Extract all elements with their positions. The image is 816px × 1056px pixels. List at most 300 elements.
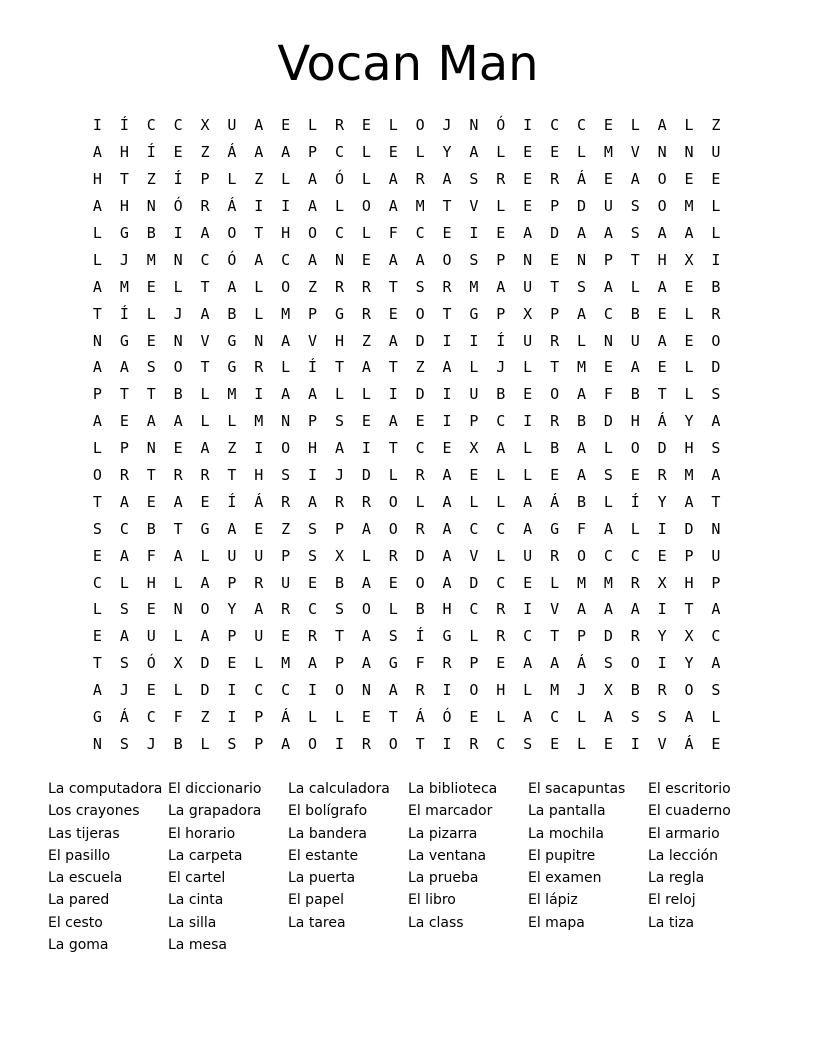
grid-letter[interactable]: O [442,250,452,269]
grid-letter[interactable]: Ó [334,170,344,189]
grid-letter[interactable]: R [550,331,560,350]
grid-letter[interactable]: X [523,304,533,323]
grid-letter[interactable]: L [711,224,721,242]
grid-letter[interactable]: Á [281,708,291,727]
grid-letter[interactable]: P [603,250,613,269]
grid-letter[interactable]: L [254,277,264,296]
grid-letter[interactable]: A [92,197,102,216]
grid-letter[interactable]: O [92,466,102,485]
grid-letter[interactable]: L [361,546,371,565]
grid-letter[interactable]: A [361,519,371,538]
grid-letter[interactable]: A [119,546,129,565]
grid-letter[interactable]: C [254,681,264,700]
grid-letter[interactable]: B [415,600,425,619]
grid-letter[interactable]: D [550,224,560,242]
grid-letter[interactable]: S [576,277,586,296]
grid-letter[interactable]: S [334,412,344,431]
grid-letter[interactable]: S [657,708,667,727]
grid-letter[interactable]: E [361,708,371,727]
grid-letter[interactable]: U [523,277,533,296]
grid-letter[interactable]: C [281,250,291,269]
grid-letter[interactable]: M [576,358,586,377]
grid-letter[interactable]: X [684,627,694,646]
grid-letter[interactable]: T [415,734,425,753]
grid-letter[interactable]: E [388,573,398,592]
grid-letter[interactable]: A [227,277,237,296]
grid-letter[interactable]: R [469,734,479,753]
grid-letter[interactable]: A [281,385,291,404]
grid-letter[interactable]: R [308,627,318,646]
grid-letter[interactable]: A [173,546,183,565]
grid-letter[interactable]: I [469,224,479,242]
grid-letter[interactable]: P [550,304,560,323]
grid-letter[interactable]: A [308,250,318,269]
grid-letter[interactable]: L [308,116,318,135]
grid-letter[interactable]: E [523,170,533,189]
grid-letter[interactable]: A [630,600,640,619]
grid-letter[interactable]: Z [146,170,156,189]
grid-letter[interactable]: H [281,224,291,242]
grid-letter[interactable]: S [146,358,156,377]
grid-letter[interactable]: L [684,358,694,377]
grid-letter[interactable]: G [550,519,560,538]
grid-letter[interactable]: O [657,170,667,189]
grid-letter[interactable]: V [657,734,667,753]
grid-letter[interactable]: P [254,734,264,753]
grid-letter[interactable]: T [173,519,183,538]
grid-letter[interactable]: E [281,116,291,135]
grid-letter[interactable]: Z [361,331,371,350]
grid-letter[interactable]: F [388,224,398,242]
grid-letter[interactable]: Í [227,492,237,511]
grid-letter[interactable]: E [657,546,667,565]
grid-letter[interactable]: O [388,492,398,511]
grid-letter[interactable]: Y [442,143,452,162]
grid-letter[interactable]: A [576,466,586,485]
grid-letter[interactable]: Ó [442,708,452,727]
grid-letter[interactable]: O [415,573,425,592]
grid-letter[interactable]: Z [227,439,237,458]
grid-letter[interactable]: I [657,519,667,538]
grid-letter[interactable]: N [92,734,102,753]
grid-letter[interactable]: S [523,734,533,753]
grid-letter[interactable]: B [711,277,721,296]
grid-letter[interactable]: L [550,573,560,592]
grid-letter[interactable]: M [415,197,425,216]
grid-letter[interactable]: I [308,466,318,485]
grid-letter[interactable]: E [469,466,479,485]
grid-letter[interactable]: E [415,412,425,431]
grid-letter[interactable]: S [92,519,102,538]
grid-letter[interactable]: A [200,627,210,646]
grid-letter[interactable]: L [281,358,291,377]
grid-letter[interactable]: I [388,385,398,404]
grid-letter[interactable]: M [603,143,613,162]
grid-letter[interactable]: A [523,492,533,511]
grid-letter[interactable]: P [576,627,586,646]
grid-letter[interactable]: D [576,197,586,216]
grid-letter[interactable]: D [415,385,425,404]
grid-letter[interactable]: A [254,143,264,162]
grid-letter[interactable]: E [603,358,613,377]
grid-letter[interactable]: Á [684,734,694,753]
grid-letter[interactable]: R [200,466,210,485]
grid-letter[interactable]: G [334,304,344,323]
grid-letter[interactable]: A [711,600,721,619]
grid-letter[interactable]: S [630,197,640,216]
grid-letter[interactable]: Z [254,170,264,189]
grid-letter[interactable]: A [523,519,533,538]
grid-letter[interactable]: E [388,304,398,323]
grid-letter[interactable]: N [523,250,533,269]
grid-letter[interactable]: L [576,708,586,727]
grid-letter[interactable]: L [388,466,398,485]
grid-letter[interactable]: I [630,734,640,753]
grid-letter[interactable]: H [684,573,694,592]
grid-letter[interactable]: R [550,412,560,431]
grid-letter[interactable]: L [630,277,640,296]
grid-letter[interactable]: N [684,143,694,162]
grid-letter[interactable]: L [496,143,506,162]
grid-letter[interactable]: Y [227,600,237,619]
grid-letter[interactable]: P [550,197,560,216]
grid-letter[interactable]: A [576,600,586,619]
grid-letter[interactable]: L [630,116,640,135]
grid-letter[interactable]: J [442,116,452,135]
grid-letter[interactable]: L [227,170,237,189]
grid-letter[interactable]: N [254,331,264,350]
grid-letter[interactable]: E [442,224,452,242]
grid-letter[interactable]: H [119,197,129,216]
grid-letter[interactable]: A [308,170,318,189]
grid-letter[interactable]: P [308,143,318,162]
grid-letter[interactable]: T [227,466,237,485]
grid-letter[interactable]: L [361,170,371,189]
grid-letter[interactable]: G [92,708,102,727]
grid-letter[interactable]: D [361,466,371,485]
grid-letter[interactable]: T [388,277,398,296]
grid-letter[interactable]: T [146,466,156,485]
grid-letter[interactable]: H [92,170,102,189]
grid-letter[interactable]: H [496,681,506,700]
grid-letter[interactable]: J [334,466,344,485]
grid-letter[interactable]: Í [308,358,318,377]
grid-letter[interactable]: R [361,734,371,753]
grid-letter[interactable]: P [227,573,237,592]
grid-letter[interactable]: A [308,492,318,511]
grid-letter[interactable]: E [146,681,156,700]
grid-letter[interactable]: A [442,573,452,592]
grid-letter[interactable]: D [603,412,613,431]
grid-letter[interactable]: L [227,412,237,431]
grid-letter[interactable]: U [227,116,237,135]
grid-letter[interactable]: L [200,734,210,753]
grid-letter[interactable]: G [227,331,237,350]
grid-letter[interactable]: Á [227,143,237,162]
grid-letter[interactable]: L [523,439,533,458]
grid-letter[interactable]: E [711,734,721,753]
grid-letter[interactable]: L [630,519,640,538]
grid-letter[interactable]: G [388,654,398,673]
grid-letter[interactable]: E [361,412,371,431]
grid-letter[interactable]: I [442,412,452,431]
grid-letter[interactable]: A [92,143,102,162]
grid-letter[interactable]: I [442,385,452,404]
grid-letter[interactable]: E [523,143,533,162]
grid-letter[interactable]: H [630,412,640,431]
grid-letter[interactable]: S [119,734,129,753]
grid-letter[interactable]: C [523,627,533,646]
grid-letter[interactable]: A [361,627,371,646]
grid-letter[interactable]: L [200,412,210,431]
grid-letter[interactable]: S [469,170,479,189]
grid-letter[interactable]: R [200,197,210,216]
grid-letter[interactable]: B [146,224,156,242]
grid-letter[interactable]: C [496,573,506,592]
grid-letter[interactable]: A [711,466,721,485]
grid-letter[interactable]: Á [576,170,586,189]
grid-letter[interactable]: T [92,492,102,511]
grid-letter[interactable]: R [657,681,667,700]
grid-letter[interactable]: I [254,197,264,216]
grid-letter[interactable]: N [576,250,586,269]
grid-letter[interactable]: L [173,681,183,700]
grid-letter[interactable]: S [711,385,721,404]
grid-letter[interactable]: N [173,250,183,269]
grid-letter[interactable]: L [711,197,721,216]
grid-letter[interactable]: R [388,546,398,565]
grid-letter[interactable]: O [388,519,398,538]
grid-letter[interactable]: E [469,708,479,727]
grid-letter[interactable]: R [119,466,129,485]
grid-letter[interactable]: R [711,304,721,323]
grid-letter[interactable]: X [603,681,613,700]
grid-letter[interactable]: A [308,654,318,673]
grid-letter[interactable]: L [496,708,506,727]
grid-letter[interactable]: S [388,627,398,646]
grid-letter[interactable]: E [657,358,667,377]
grid-letter[interactable]: I [254,385,264,404]
grid-letter[interactable]: E [684,277,694,296]
grid-letter[interactable]: L [576,143,586,162]
grid-letter[interactable]: B [630,304,640,323]
grid-letter[interactable]: E [388,143,398,162]
grid-letter[interactable]: Í [119,304,129,323]
grid-letter[interactable]: V [550,600,560,619]
grid-letter[interactable]: B [630,385,640,404]
grid-letter[interactable]: X [684,250,694,269]
grid-letter[interactable]: R [254,573,264,592]
grid-letter[interactable]: F [173,708,183,727]
grid-letter[interactable]: L [576,734,586,753]
grid-letter[interactable]: L [603,492,613,511]
grid-letter[interactable]: U [523,331,533,350]
grid-letter[interactable]: S [711,681,721,700]
grid-letter[interactable]: I [523,412,533,431]
grid-letter[interactable]: V [308,331,318,350]
grid-letter[interactable]: R [415,681,425,700]
grid-letter[interactable]: U [254,546,264,565]
grid-letter[interactable]: E [523,573,533,592]
grid-letter[interactable]: R [334,116,344,135]
grid-letter[interactable]: Y [657,627,667,646]
grid-letter[interactable]: T [711,492,721,511]
grid-letter[interactable]: L [684,116,694,135]
grid-letter[interactable]: A [200,573,210,592]
grid-letter[interactable]: O [388,734,398,753]
grid-letter[interactable]: O [361,197,371,216]
grid-letter[interactable]: D [603,627,613,646]
grid-letter[interactable]: J [119,681,129,700]
grid-letter[interactable]: A [92,358,102,377]
grid-letter[interactable]: I [334,734,344,753]
grid-letter[interactable]: S [281,466,291,485]
grid-letter[interactable]: Ó [173,197,183,216]
grid-letter[interactable]: A [227,519,237,538]
grid-letter[interactable]: O [281,277,291,296]
grid-letter[interactable]: Í [496,331,506,350]
grid-letter[interactable]: T [657,385,667,404]
grid-letter[interactable]: E [281,627,291,646]
grid-letter[interactable]: E [146,492,156,511]
grid-letter[interactable]: A [603,600,613,619]
grid-letter[interactable]: A [92,277,102,296]
grid-letter[interactable]: L [361,224,371,242]
grid-letter[interactable]: N [92,331,102,350]
grid-letter[interactable]: C [173,116,183,135]
grid-letter[interactable]: L [92,439,102,458]
grid-letter[interactable]: S [308,546,318,565]
grid-letter[interactable]: I [227,708,237,727]
grid-letter[interactable]: O [469,681,479,700]
grid-letter[interactable]: A [92,681,102,700]
grid-letter[interactable]: U [523,546,533,565]
grid-letter[interactable]: M [227,385,237,404]
grid-letter[interactable]: L [308,708,318,727]
grid-letter[interactable]: A [630,170,640,189]
grid-letter[interactable]: X [173,654,183,673]
grid-letter[interactable]: O [308,734,318,753]
grid-letter[interactable]: T [200,277,210,296]
grid-letter[interactable]: B [173,385,183,404]
grid-letter[interactable]: B [146,519,156,538]
grid-letter[interactable]: S [227,734,237,753]
grid-letter[interactable]: O [576,546,586,565]
grid-letter[interactable]: A [388,250,398,269]
grid-letter[interactable]: O [200,600,210,619]
grid-letter[interactable]: H [684,439,694,458]
grid-letter[interactable]: O [227,224,237,242]
grid-letter[interactable]: S [119,600,129,619]
grid-letter[interactable]: L [415,143,425,162]
grid-letter[interactable]: A [442,466,452,485]
grid-letter[interactable]: T [388,708,398,727]
grid-letter[interactable]: E [603,734,613,753]
grid-letter[interactable]: A [711,412,721,431]
grid-letter[interactable]: I [711,250,721,269]
grid-letter[interactable]: D [415,546,425,565]
grid-letter[interactable]: L [523,681,533,700]
grid-letter[interactable]: L [173,277,183,296]
grid-letter[interactable]: G [442,627,452,646]
grid-letter[interactable]: G [119,224,129,242]
grid-letter[interactable]: S [603,654,613,673]
grid-letter[interactable]: L [523,466,533,485]
grid-letter[interactable]: M [603,573,613,592]
grid-letter[interactable]: C [146,708,156,727]
grid-letter[interactable]: A [684,492,694,511]
grid-letter[interactable]: B [496,385,506,404]
grid-letter[interactable]: A [254,250,264,269]
grid-letter[interactable]: A [576,224,586,242]
grid-letter[interactable]: G [200,519,210,538]
grid-letter[interactable]: C [334,143,344,162]
grid-letter[interactable]: U [711,143,721,162]
grid-letter[interactable]: V [469,546,479,565]
grid-letter[interactable]: N [173,331,183,350]
grid-letter[interactable]: E [200,492,210,511]
grid-letter[interactable]: L [200,546,210,565]
grid-letter[interactable]: A [200,304,210,323]
grid-letter[interactable]: P [227,627,237,646]
grid-letter[interactable]: M [684,197,694,216]
grid-letter[interactable]: L [496,466,506,485]
grid-letter[interactable]: D [711,358,721,377]
grid-letter[interactable]: Z [711,116,721,135]
grid-letter[interactable]: V [200,331,210,350]
grid-letter[interactable]: A [281,331,291,350]
grid-letter[interactable]: R [496,600,506,619]
grid-letter[interactable]: E [119,412,129,431]
grid-letter[interactable]: D [200,654,210,673]
grid-letter[interactable]: D [657,439,667,458]
grid-letter[interactable]: Á [415,708,425,727]
grid-letter[interactable]: L [146,304,156,323]
grid-letter[interactable]: Z [308,277,318,296]
grid-letter[interactable]: C [711,627,721,646]
grid-letter[interactable]: R [657,466,667,485]
grid-letter[interactable]: T [92,304,102,323]
grid-letter[interactable]: T [119,385,129,404]
grid-letter[interactable]: L [496,492,506,511]
grid-letter[interactable]: O [415,304,425,323]
grid-letter[interactable]: R [361,277,371,296]
grid-letter[interactable]: L [334,708,344,727]
grid-letter[interactable]: N [469,116,479,135]
grid-letter[interactable]: M [576,573,586,592]
grid-letter[interactable]: O [684,681,694,700]
grid-letter[interactable]: N [711,519,721,538]
grid-letter[interactable]: Y [684,654,694,673]
grid-letter[interactable]: S [630,224,640,242]
grid-letter[interactable]: T [146,385,156,404]
grid-letter[interactable]: M [550,681,560,700]
grid-letter[interactable]: A [657,331,667,350]
grid-letter[interactable]: A [92,412,102,431]
grid-letter[interactable]: C [334,224,344,242]
grid-letter[interactable]: B [630,681,640,700]
grid-letter[interactable]: A [119,492,129,511]
grid-letter[interactable]: R [496,627,506,646]
grid-letter[interactable]: G [469,304,479,323]
grid-letter[interactable]: C [119,519,129,538]
grid-letter[interactable]: L [469,627,479,646]
grid-letter[interactable]: E [630,466,640,485]
grid-letter[interactable]: R [415,466,425,485]
grid-letter[interactable]: C [200,250,210,269]
grid-letter[interactable]: R [361,492,371,511]
grid-letter[interactable]: A [657,277,667,296]
